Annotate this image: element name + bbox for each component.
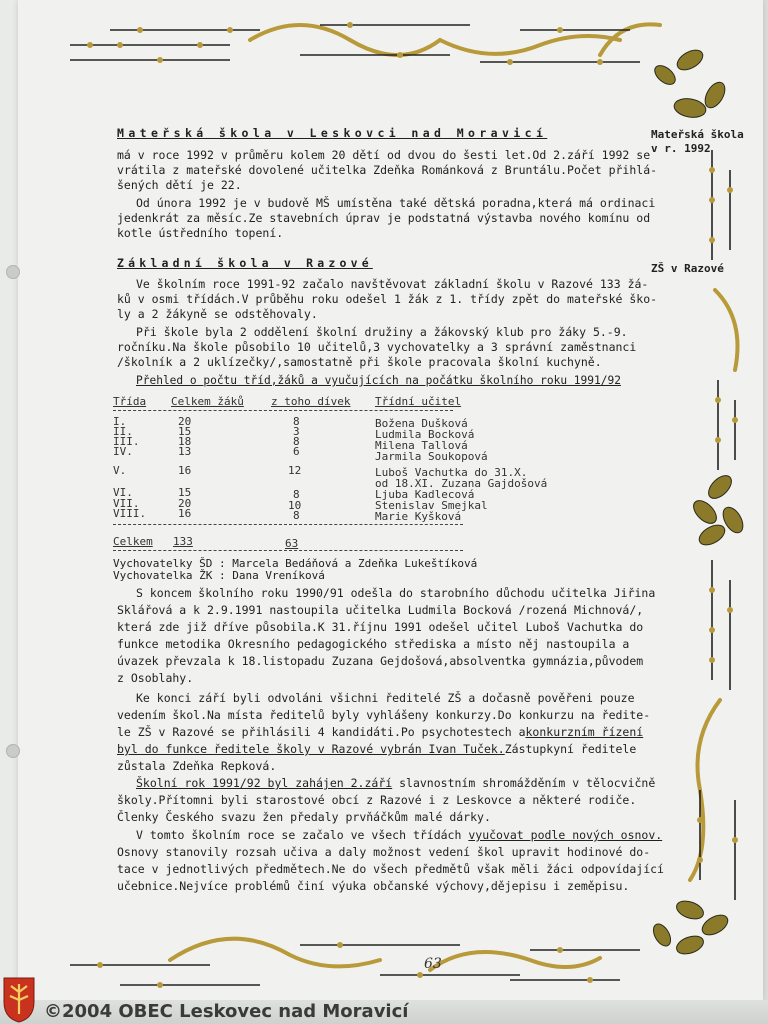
cell-teacher: Stenislav Smejkal <box>375 499 488 512</box>
cell-class: III. <box>113 435 140 448</box>
total-label: Celkem <box>113 535 153 548</box>
cell-teacher: Ludmila Bocková <box>375 428 475 441</box>
underlined-span: byl do funkce ředitele školy v Razové vybrán Ivan Tuček. <box>117 742 505 756</box>
text-span: Zástupkyní ředitele <box>504 742 637 756</box>
cell-total: 16 <box>178 507 192 520</box>
paragraph-line: /školník a 2 uklízečky/,samostatně při škole pracovala školní kuchyně. <box>117 355 602 369</box>
cell-total: 13 <box>178 445 192 458</box>
cell-class: VI. <box>113 486 133 499</box>
cell-teacher: Milena Tallová <box>375 439 468 452</box>
cell-girls: 10 <box>288 499 302 512</box>
text-span: le ZŠ v Razové se přihlásili 4 kandidáti.Po psychotestech a <box>117 725 526 739</box>
paragraph-line: která zde již dříve působila.K 31.říjnu 1991 odešel učitel Luboš Vachutka do <box>117 620 644 634</box>
table-divider <box>113 524 463 525</box>
cell-girls: 3 <box>293 425 300 438</box>
cell-teacher: Božena Dušková <box>375 417 468 430</box>
cell-girls: 8 <box>293 509 300 522</box>
paragraph-line: zůstala Zdeňka Repková. <box>117 759 277 773</box>
educators-line: Vychovatelky ŠD : Marcela Bedáňová a Zdeňka Lukeštíková <box>113 557 478 570</box>
margin-label-line: v r. 1992 <box>651 142 711 155</box>
class-table <box>113 395 548 556</box>
paragraph-line: školy.Přítomni byli starostové obcí z Razové i z Leskovce a některé rodiče. <box>117 793 637 807</box>
text-span: V tomto školním roce se začalo ve všech třídách <box>136 828 469 842</box>
cell-total: 15 <box>178 425 192 438</box>
cell-teacher: Marie Kyšková <box>375 510 462 523</box>
paragraph-line: ků v osmi třídách.V průběhu roku odešel 1 žák z 1. třídy zpět do mateřské ško- <box>117 292 658 306</box>
paragraph-line: z Osoblahy. <box>117 671 194 685</box>
paragraph-line: tace v jednotlivých předmětech.Ne do všech předmětů však měli žáci odpovídající <box>117 862 664 876</box>
paragraph-line: jedenkrát za měsíc.Ze stavebních úprav je podstatná výstavba nového komínu od <box>117 211 651 225</box>
paragraph-line: úvazek převzala k 18.listopadu Zuzana Gejdošová,absolventka gymnázia,původem <box>117 654 644 668</box>
copyright-footer: ©2004 OBEC Leskovec nad Moravicí <box>44 1001 409 1022</box>
paragraph-line: šených dětí je 22. <box>117 178 242 192</box>
underlined-span: konkurzním řízení <box>525 725 644 739</box>
total-students: 133 <box>173 535 193 548</box>
paragraph-line <box>136 776 655 791</box>
cell-class: VIII. <box>113 507 147 520</box>
cell-class: IV. <box>113 445 133 458</box>
paragraph-line: ročníku.Na škole působilo 10 učitelů,3 vychovatelky a 3 správní zaměstnanci <box>117 340 637 354</box>
underlined-span: vyučovat podle nových osnov. <box>468 828 663 842</box>
cell-girls: 8 <box>293 435 300 448</box>
cell-girls: 6 <box>293 445 300 458</box>
cell-teacher: od 18.XI. Zuzana Gajdošová <box>375 477 548 490</box>
cell-total: 18 <box>178 435 192 448</box>
table-title: Přehled o počtu tříd,žáků a vyučujících na počátku školního roku 1991/92 <box>136 374 621 387</box>
page-number: 63 <box>424 956 442 972</box>
cell-girls: 8 <box>293 488 300 501</box>
table-header-girls: z toho dívek <box>271 395 351 408</box>
paragraph-line: Při škole byla 2 oddělení školní družiny a žákovský klub pro žáky 5.-9. <box>136 325 628 339</box>
cell-total: 20 <box>178 415 192 428</box>
table-header-teacher: Třídní učitel <box>375 395 462 408</box>
table-header-total: Celkem žáků <box>171 395 244 408</box>
cell-class: VII. <box>113 497 140 510</box>
total-girls: 63 <box>285 537 299 550</box>
cell-girls: 8 <box>293 415 300 428</box>
paragraph-line <box>117 742 636 757</box>
paragraph-line <box>117 725 643 740</box>
cell-teacher: Jarmila Soukopová <box>375 450 488 463</box>
cell-total: 20 <box>178 497 192 510</box>
paragraph-line: vrátila z mateřské dovolené učitelka Zdeňka Románková z Bruntálu.Počet přihlá- <box>117 163 658 177</box>
paragraph-line: má v roce 1992 v průměru kolem 20 dětí od dvou do šesti let.Od 2.září 1992 se <box>117 148 651 162</box>
margin-label-school: ZŠ v Razové <box>651 262 724 275</box>
cell-teacher: Luboš Vachutka do 31.X. <box>375 466 528 479</box>
paragraph-line: funkce metodika Okresního pedagogického střediska a místo něj nastoupila a <box>117 637 630 651</box>
cell-class: V. <box>113 464 127 477</box>
paragraph-line: Ve školním roce 1991-92 začalo navštěvovat základní školu v Razové 133 žá- <box>136 277 649 291</box>
underlined-span: Školní rok 1991/92 byl zahájen 2.září <box>136 776 393 790</box>
paragraph-line: vedením škol.Na místa ředitelů byly vyhlášeny konkurzy.Do konkurzu na ředite- <box>117 708 651 722</box>
paragraph-line: učebnice.Nejvíce problémů činí výuka občanské výchovy,dějepisu i zeměpisu. <box>117 879 630 893</box>
coat-of-arms-logo <box>0 974 38 1024</box>
text-span: slavnostním shromážděním v tělocvičně <box>392 776 656 790</box>
table-divider <box>113 410 453 411</box>
educators-line: Vychovatelka ŽK : Dana Vreníková <box>113 569 325 582</box>
cell-teacher: Ljuba Kadlecová <box>375 488 475 501</box>
paragraph-line: kotle ústředního topení. <box>117 226 284 240</box>
paragraph-line: ly a 2 žákyně se odstěhovaly. <box>117 307 318 321</box>
paragraph-line: Členky Českého svazu žen předaly prvňáčkům malé dárky. <box>117 810 491 824</box>
cell-class: I. <box>113 415 127 428</box>
paragraph-line: Od února 1992 je v budově MŠ umístěna také dětská poradna,která má ordinaci <box>136 196 656 210</box>
paragraph-line <box>136 828 662 843</box>
cell-girls: 12 <box>288 464 302 477</box>
cell-class: II. <box>113 425 133 438</box>
paragraph-line: Sklářová a k 2.9.1991 nastoupila učitelka Ludmila Bocková /rozená Michnová/, <box>117 603 644 617</box>
table-header-class: Třída <box>113 395 147 408</box>
margin-label-line: Mateřská škola <box>651 128 744 141</box>
kindergarten-heading: Mateřská škola v Leskovci nad Moravicí <box>117 126 548 140</box>
paragraph-line: Ke konci září byli odvoláni všichni ředitelé ZŠ a dočasně pověřeni pouze <box>136 691 635 705</box>
cell-total: 16 <box>178 464 192 477</box>
paragraph-line: S koncem školního roku 1990/91 odešla do starobního důchodu učitelka Jiřina <box>136 586 656 600</box>
school-heading: Základní škola v Razové <box>117 256 373 270</box>
margin-label-kindergarten <box>651 128 744 156</box>
cell-total: 15 <box>178 486 192 499</box>
paragraph-line: Osnovy stanovily rozsah učiva a daly možnost vedení škol upravit hodinové do- <box>117 845 651 859</box>
table-divider <box>113 550 463 551</box>
